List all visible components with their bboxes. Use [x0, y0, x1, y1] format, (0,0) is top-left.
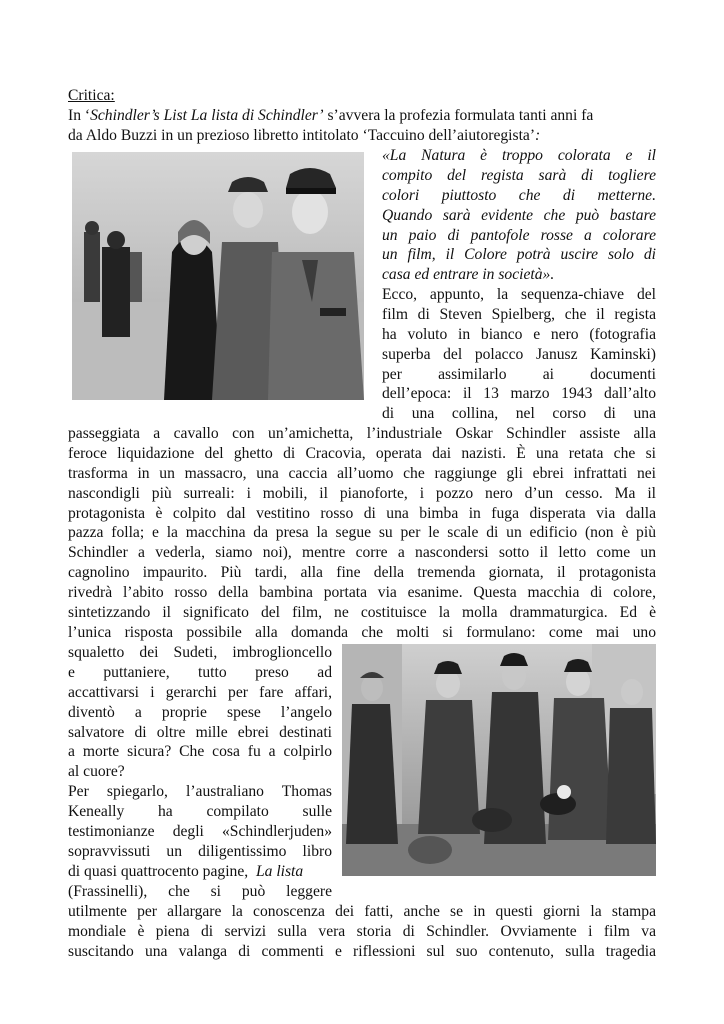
paragraph-line: salvatore di oltre mille ebrei destinati	[68, 723, 332, 741]
paragraph-line: l’unica risposta possibile alla domanda che molti si formulano: come mai uno	[68, 623, 656, 641]
paragraph-line: trasforma in un massacro, una caccia all’uomo che raggiunge gli ebrei infrattati nei	[68, 464, 656, 482]
paragraph-line: Per spiegarlo, l’australiano Thomas	[68, 783, 332, 801]
paragraph-line: a morte sicura? Che cosa fu a colpirlo	[68, 743, 332, 761]
paragraph-line: Keneally ha compilato sulle	[68, 803, 332, 821]
paragraph-line: film di Steven Spielberg, che il regista	[382, 305, 656, 323]
paragraph-line: sintetizzando il significato del film, ne costituisce la molla drammaturgica. Ed è	[68, 604, 656, 622]
paragraph-line: sopravvissuti un diligentissimo libro	[68, 842, 332, 860]
paragraph-line: accattivarsi i gerarchi per fare affari,	[68, 683, 332, 701]
paragraph-line: (Frassinelli), che si può leggere	[68, 882, 332, 900]
paragraph-line: al cuore?	[68, 763, 125, 781]
quote-line: colori piuttosto che di metterne.	[382, 186, 656, 204]
heading: Critica:	[68, 87, 115, 104]
film-still-soldiers-with-dogs	[342, 644, 656, 876]
paragraph-line: Schindler a vederla, siamo noi), mentre corre a nascondersi sotto il letto come un	[68, 544, 656, 562]
quote-line: compito del regista sarà di togliere	[382, 166, 656, 184]
intro-line-2-text: da Aldo Buzzi in un prezioso libretto intitolato ‘Taccuino dell’aiutoregista’	[68, 127, 536, 144]
right-column-text	[382, 285, 656, 424]
paragraph-line: superba del polacco Janusz Kaminski)	[382, 345, 656, 363]
final-paragraph	[68, 902, 656, 962]
intro-line-2-colon: :	[535, 127, 541, 144]
left-column-text	[68, 643, 332, 902]
paragraph-line: cagnolino impaurito. Più tardi, alla fine della tremenda giornata, il protagonista	[68, 564, 656, 582]
paragraph-line: diventò a proprie spese l’angelo	[68, 703, 332, 721]
line-text: di quasi quattrocento pagine,	[68, 862, 253, 880]
intro-line-2	[68, 126, 656, 146]
full-width-paragraph	[68, 424, 656, 643]
paragraph-line: Ecco, appunto, la sequenza-chiave del	[382, 286, 656, 303]
paragraph-line: rivedrà l’abito rosso della bambina portata via esanime. Questa macchia di colore,	[68, 584, 656, 602]
film-still-girl-with-officers	[72, 152, 364, 400]
photo-girl-officers-illustration	[72, 152, 364, 400]
quote-line: un film, il Colore potrà uscire solo di	[382, 246, 656, 264]
paragraph-line: dell’epoca: il 13 marzo 1943 dall’alto	[382, 385, 656, 403]
intro-line-1-post: s’avvera la profezia formulata tanti anni fa	[323, 107, 594, 124]
paragraph-line: mondiale è piena di servizi sulla vera storia di Schindler. Ovviamente i film va	[68, 922, 656, 940]
paragraph-line: e puttaniere, tutto preso ad	[68, 663, 332, 681]
book-title: La lista	[255, 862, 304, 880]
paragraph-line: utilmente per allargare la conoscenza dei fatti, anche se in questi giorni la stampa	[68, 903, 656, 920]
paragraph-line: per assimilarlo ai documenti	[382, 365, 656, 383]
paragraph-line: pazza folla; e la macchina da presa la segue su per le scale di un edificio (non è più	[68, 524, 656, 542]
paragraph-line: squaletto dei Sudeti, imbroglioncello	[68, 644, 332, 661]
quote-line: casa ed entrare in società».	[382, 266, 555, 284]
quote-line: un paio di pantofole rosse a colorare	[382, 226, 656, 244]
paragraph-line: testimonianze degli «Schindlerjuden»	[68, 823, 332, 841]
paragraph-line: di una collina, nel corso di una	[382, 405, 656, 423]
paragraph-line: suscitando una valanga di commenti e riflessioni sul suo contenuto, sulla tragedia	[68, 942, 656, 960]
quote-block	[382, 146, 656, 285]
quote-line: Quando sarà evidente che può bastare	[382, 206, 656, 224]
film-title: Schindler’s List La lista di Schindler’	[90, 107, 324, 124]
intro-line-1	[68, 106, 656, 126]
intro-line-1-pre: In ‘	[68, 107, 91, 124]
paragraph-line	[68, 862, 332, 882]
paragraph-line: ha voluto in bianco e nero (fotografia	[382, 325, 656, 343]
paragraph-line: feroce liquidazione del ghetto di Cracovia, operata dai nazisti. È una retata che si	[68, 444, 656, 462]
paragraph-line: protagonista è colpito dal vestitino rosso di una bimba in fuga disperata via dalla	[68, 504, 656, 522]
photo-soldiers-dogs-illustration	[342, 644, 656, 876]
quote-line: «La Natura è troppo colorata e il	[382, 147, 656, 164]
paragraph-line: passeggiata a cavallo con un’amichetta, l’industriale Oskar Schindler assiste alla	[68, 425, 656, 442]
paragraph-line: nascondigli più surreali: i mobili, il pianoforte, i pozzo nero d’un cesso. Ma il	[68, 484, 656, 502]
